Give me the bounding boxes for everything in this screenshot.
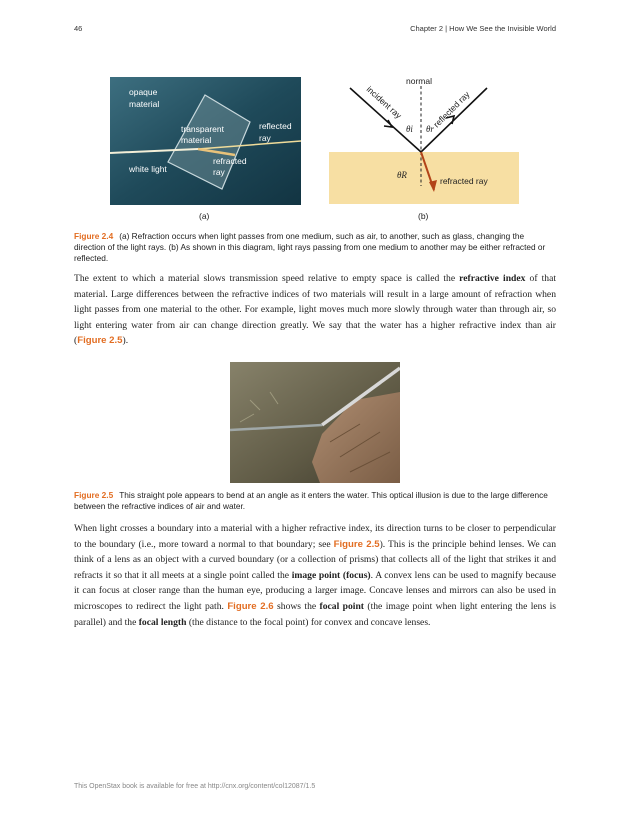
page-footer: This OpenStax book is available for free at http://cnx.org/content/col12087/1.5 (74, 783, 316, 790)
figure-2-5-caption-text: This straight pole appears to bend at an angle as it enters the water. This optical illusion is due to the large difference between the refractive indices of air and water. (74, 490, 548, 511)
figure-2-4-caption-text: (a) Refraction occurs when light passes from one medium, such as air, to another, such as glass, changing the direction of the light rays. (b) As shown in this diagram, light rays passing from one medium to another may be either refracted or reflected. (74, 231, 546, 263)
label-reflected-ray: ray (259, 133, 271, 143)
label-incident-ray: incident ray (364, 84, 404, 121)
term-focal-point: focal point (319, 600, 364, 612)
reflected-ray-line (421, 88, 487, 152)
link-figure-2-6[interactable]: Figure 2.6 (227, 600, 274, 612)
para2-text-6: (the distance to the focal point) for convex and concave lenses. (186, 616, 431, 628)
label-theta-r: θr (426, 124, 434, 134)
label-theta-i: θi (406, 124, 413, 134)
subfigure-label-b: (b) (418, 211, 429, 221)
figure-2-5-number: Figure 2.5 (74, 490, 114, 500)
label-reflected: reflected (259, 121, 292, 131)
paragraph-lenses (74, 521, 556, 630)
label-reflected-ray: reflected ray (431, 89, 472, 130)
label-normal: normal (406, 76, 432, 86)
label-transparent: transparent (181, 124, 224, 134)
link-figure-2-5-b[interactable]: Figure 2.5 (333, 538, 380, 550)
label-refracted-ray-b: refracted ray (440, 176, 488, 186)
label-opaque-material: material (129, 99, 160, 109)
refraction-photo (110, 77, 301, 205)
page-number: 46 (74, 24, 83, 33)
para2-text-1: When light crosses a boundary into a material with a higher refractive index, its direction turns to be closer to perpendicular to the boundary (i.e., more toward a normal to that boundary; see (74, 523, 556, 550)
para1-text-1: The extent to which a material slows transmission speed relative to empty space is called the (74, 273, 460, 284)
para2-text-5: (the image point when light entering the lens is parallel) and the (74, 600, 556, 628)
figure-2-4-caption (74, 231, 556, 264)
term-refractive-index: refractive index (459, 273, 526, 284)
para1-text-3: ). (122, 335, 129, 347)
figure-2-4-number: Figure 2.4 (74, 231, 114, 241)
label-refracted-ray: ray (213, 167, 225, 177)
bent-pole-photo (230, 362, 400, 483)
label-refracted: refracted (213, 156, 247, 166)
para1-text-2: of that material. Large differences between the refractive indices of two materials will result in a large amount of refraction when light passes from one material to the other. For example, light moves much more slowly through water than through air, so light entering water from air can change direction greatly. We say that the water has a higher refractive index than air ( (74, 273, 557, 347)
term-image-point: image point (focus) (291, 569, 371, 581)
figure-2-4 (110, 74, 520, 214)
label-opaque: opaque (129, 87, 158, 97)
chapter-header: Chapter 2 | How We See the Invisible World (410, 24, 556, 33)
refraction-diagram (326, 74, 520, 206)
paragraph-refractive-index (74, 271, 556, 349)
para2-text-3: . A convex lens can be used to magnify because it can focus at closer range than the human eye, producing a larger image. Concave lenses and mirrors can also be used in microscopes to redirect the light path. (74, 569, 557, 612)
link-figure-2-5[interactable]: Figure 2.5 (77, 335, 123, 347)
para2-text-4: shows the (273, 600, 320, 612)
term-focal-length: focal length (138, 616, 187, 628)
label-white-light: white light (129, 164, 167, 174)
para2-text-2: ). This is the principle behind lenses. We can think of a lens as an object with a curved boundary (or a collection of prisms) that collects all of the light that strikes it and refracts it so that it all meets at a single point called the (74, 538, 556, 581)
subfigure-label-a: (a) (199, 211, 210, 221)
incident-arrowhead (384, 120, 392, 127)
label-transparent-material: material (181, 135, 212, 145)
label-theta-R: θR (397, 170, 407, 180)
figure-2-5-caption (74, 490, 556, 512)
